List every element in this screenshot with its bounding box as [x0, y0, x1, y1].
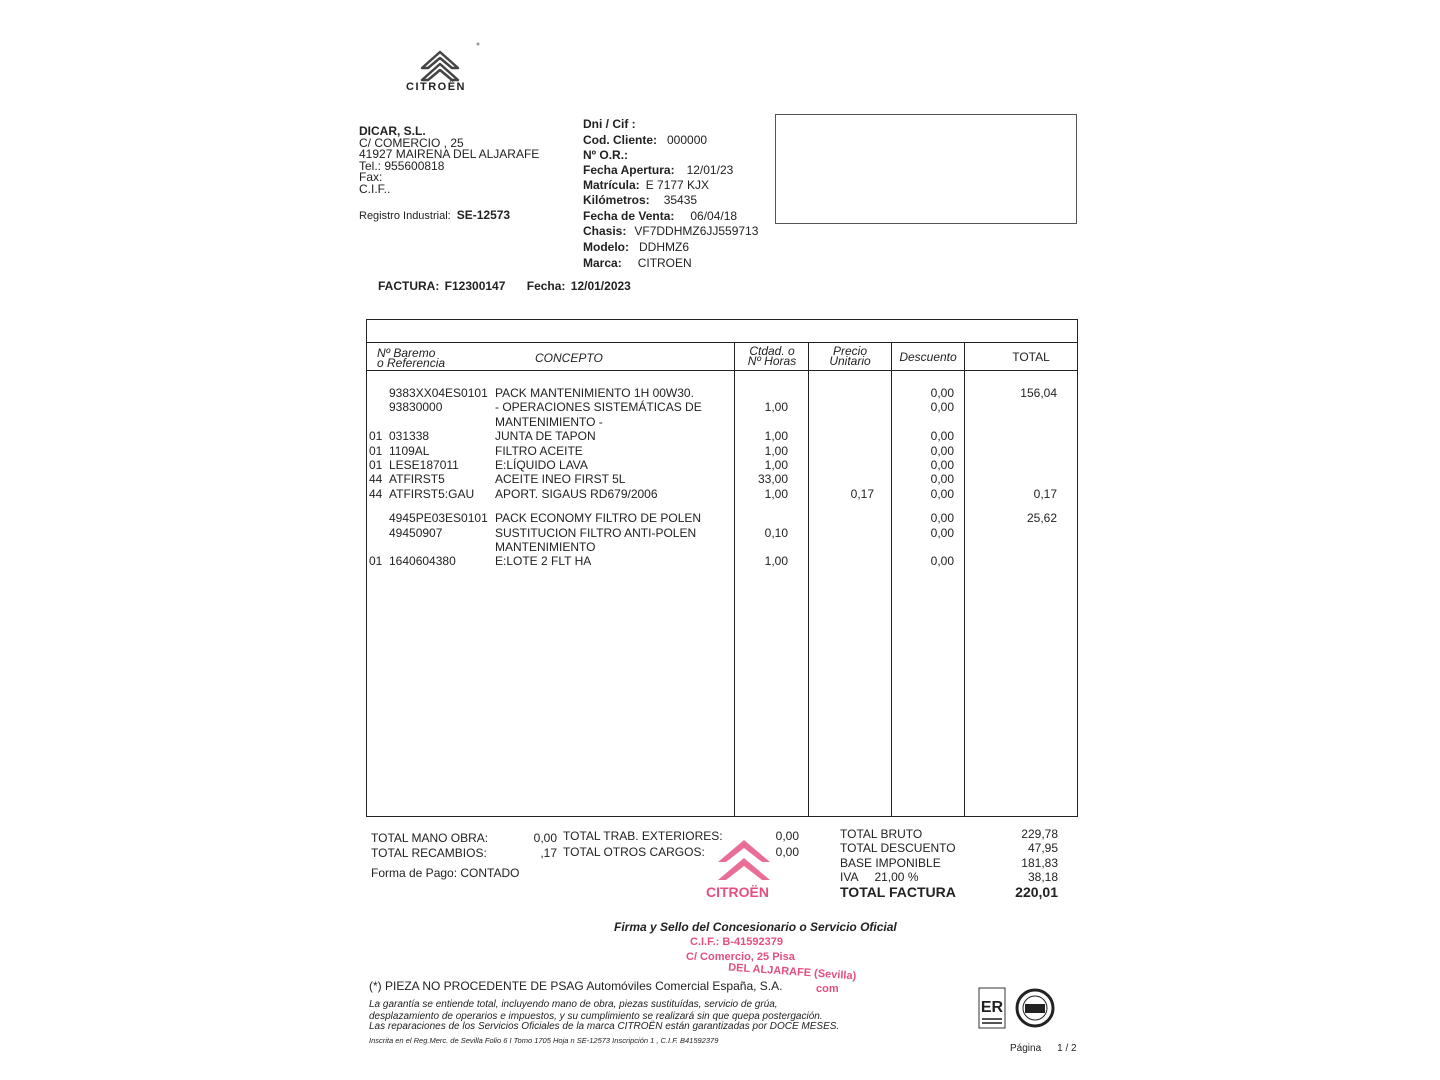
- company-city: 41927 MAIRENA DEL ALJARAFE: [359, 147, 540, 161]
- cell-ctdad: 1,00: [764, 487, 788, 501]
- iva-value: 38,18: [1027, 870, 1058, 884]
- cell-concepto: PACK MANTENIMIENTO 1H 00W30.: [495, 386, 694, 400]
- stamp-city: DEL ALJARAFE (Sevilla): [727, 961, 857, 983]
- header-descuento: Descuento: [899, 350, 957, 364]
- cell-pre: 01: [369, 429, 383, 443]
- cod-cliente-row: Cod. Cliente: 000000: [583, 133, 708, 147]
- cell-total: 0,17: [1033, 487, 1057, 501]
- cell-ctdad: 0,10: [764, 526, 788, 540]
- total-trab-ext: 0,00: [775, 829, 799, 843]
- garantia-line-2: desplazamiento de operarios e impuestos, y su cumplimiento se realizará sin que quepa postergación.: [369, 1011, 823, 1022]
- cell-pre: 01: [369, 444, 383, 458]
- forma-pago: Forma de Pago: CONTADO: [371, 866, 520, 880]
- total-descuento-label: TOTAL DESCUENTO: [840, 841, 956, 855]
- registro-industrial: [359, 208, 510, 222]
- company-cif: C.I.F..: [359, 181, 391, 196]
- cell-total: 25,62: [1026, 511, 1057, 525]
- company-street: C/ COMERCIO , 25: [359, 135, 464, 150]
- cell-concepto: - OPERACIONES SISTEMÁTICAS DE: [495, 400, 702, 414]
- cell-descuento: 0,00: [930, 400, 954, 414]
- header-referencia: Nº Baremo o Referencia: [377, 346, 446, 370]
- cell-descuento: 0,00: [930, 386, 954, 400]
- company-name: DICAR, S.L.: [359, 124, 426, 138]
- fecha-apertura-row: Fecha Apertura: 12/01/23: [583, 163, 734, 177]
- cell-concepto: FILTRO ACEITE: [495, 444, 583, 458]
- cell-concepto: MANTENIMIENTO -: [495, 415, 603, 429]
- marca-row: Marca: CITROEN: [583, 256, 692, 270]
- total-otros-cargos-label: TOTAL OTROS CARGOS:: [563, 845, 705, 859]
- total-mano-obra: 0,00: [533, 831, 557, 845]
- cell-ref: 9383XX04ES0101: [389, 386, 488, 400]
- cell-concepto: MANTENIMIENTO: [495, 540, 596, 554]
- registro-value: SE-12573: [456, 208, 511, 222]
- cell-total: 156,04: [1020, 386, 1057, 400]
- total-bruto-label: TOTAL BRUTO: [840, 827, 923, 841]
- cell-concepto: JUNTA DE TAPON: [495, 429, 596, 443]
- cell-pre: 01: [369, 458, 383, 472]
- cell-concepto: PACK ECONOMY FILTRO DE POLEN: [495, 511, 702, 525]
- stamp-web: com: [816, 983, 839, 995]
- cell-ctdad: 1,00: [764, 444, 788, 458]
- total-mano-obra-label: TOTAL MANO OBRA:: [371, 831, 489, 845]
- cell-descuento: 0,00: [930, 429, 954, 443]
- cell-pre: 44: [369, 472, 383, 486]
- cell-ref: ATFIRST5:GAU: [389, 487, 475, 501]
- total-descuento: 47,95: [1027, 841, 1058, 855]
- company-fax: Fax:: [359, 170, 383, 184]
- garantia-line-3: Las reparaciones de los Servicios Oficiales de la marca CITROËN están garantizadas por DOCE MESES.: [369, 1021, 840, 1032]
- header-total: TOTAL: [1012, 350, 1050, 364]
- cell-descuento: 0,00: [930, 444, 954, 458]
- cell-ref: 93830000: [389, 400, 443, 414]
- total-recambios-label: TOTAL RECAMBIOS:: [371, 846, 487, 860]
- total-factura-label: TOTAL FACTURA: [840, 884, 956, 900]
- cell-descuento: 0,00: [930, 554, 954, 568]
- iva-label: IVA 21,00 %: [840, 870, 919, 884]
- fecha-label: Fecha:: [526, 279, 566, 293]
- matricula-row: Matrícula: E 7177 KJX: [583, 178, 710, 192]
- cell-concepto: APORT. SIGAUS RD679/2006: [495, 487, 658, 501]
- header-concepto: CONCEPTO: [535, 351, 603, 365]
- base-imponible: 181,83: [1021, 856, 1058, 870]
- items-table: [366, 319, 1078, 817]
- svg-text:ER: ER: [980, 999, 1004, 1016]
- cell-ref: 1109AL: [389, 444, 430, 458]
- total-recambios: ,17: [540, 846, 557, 860]
- fecha-value: 12/01/2023: [570, 279, 631, 293]
- cell-ref: 1640604380: [389, 554, 456, 568]
- header-precio: Precio Unitario: [829, 344, 871, 368]
- total-trab-ext-label: TOTAL TRAB. EXTERIORES:: [563, 829, 723, 843]
- base-imponible-label: BASE IMPONIBLE: [840, 856, 941, 870]
- cell-descuento: 0,00: [930, 487, 954, 501]
- factura-number: F12300147: [444, 279, 506, 293]
- cell-precio: 0,17: [850, 487, 874, 501]
- cell-concepto: E:LOTE 2 FLT HA: [495, 554, 592, 568]
- fecha-venta-row: Fecha de Venta: 06/04/18: [583, 209, 738, 223]
- chasis-row: Chasis: VF7DDHMZ6JJ559713: [583, 224, 759, 238]
- cell-ref: LESE187011: [389, 458, 459, 472]
- garantia-line-1: La garantía se entiende total, incluyendo mano de obra, piezas sustituídas, servicio de grúa,: [369, 999, 778, 1010]
- kilometros-row: Kilómetros: 35435: [583, 193, 698, 207]
- company-tel: Tel.: 955600818: [359, 158, 445, 173]
- cell-ctdad: 1,00: [764, 458, 788, 472]
- cell-concepto: E:LÍQUIDO LAVA: [495, 458, 588, 472]
- certification-logos: [977, 982, 1055, 1040]
- cell-descuento: 0,00: [930, 511, 954, 525]
- total-otros-cargos: 0,00: [775, 845, 799, 859]
- cell-ctdad: 1,00: [764, 554, 788, 568]
- or-row: Nº O.R.:: [583, 148, 629, 162]
- stamp-cif: C.I.F.: B-41592379: [690, 936, 783, 948]
- brand-name: CITROËN: [406, 81, 466, 93]
- pieza-nota: (*) PIEZA NO PROCEDENTE DE PSAG Automóviles Comercial España, S.A.: [369, 979, 783, 993]
- cell-pre: 44: [369, 487, 383, 501]
- cell-ctdad: 1,00: [764, 429, 788, 443]
- cell-descuento: 0,00: [930, 526, 954, 540]
- company-block: [359, 126, 539, 195]
- cell-descuento: 0,00: [930, 472, 954, 486]
- stamp-brand: CITROËN: [706, 884, 769, 900]
- cell-ref: 4945PE03ES0101: [389, 511, 488, 525]
- total-bruto: 229,78: [1021, 827, 1058, 841]
- cell-pre: 01: [369, 554, 383, 568]
- cell-ref: ATFIRST5: [389, 472, 445, 486]
- cell-ctdad: 1,00: [764, 400, 788, 414]
- header-ctdad: Ctdad. o Nº Horas: [747, 344, 797, 368]
- cell-descuento: 0,00: [930, 458, 954, 472]
- modelo-row: Modelo: DDHMZ6: [583, 240, 689, 254]
- firma-sello: Firma y Sello del Concesionario o Servicio Oficial: [614, 920, 897, 934]
- registro-label: Registro Industrial:: [359, 210, 451, 222]
- invoice-header: [378, 279, 631, 293]
- total-factura: 220,01: [1015, 884, 1058, 900]
- stamp-street: C/ Comercio, 25 Pisa: [686, 951, 795, 963]
- cell-ref: 49450907: [389, 526, 443, 540]
- dni-row: Dni / Cif :: [583, 117, 636, 131]
- page-indicator: Página 1 / 2: [1010, 1043, 1077, 1054]
- cell-ctdad: 33,00: [757, 472, 788, 486]
- factura-label: FACTURA:: [378, 279, 440, 293]
- cell-concepto: ACEITE INEO FIRST 5L: [495, 472, 626, 486]
- cell-concepto: SUSTITUCION FILTRO ANTI-POLEN: [495, 526, 697, 540]
- address-box: [775, 114, 1077, 224]
- cell-ref: 031338: [389, 429, 430, 443]
- inscripcion-registro: Inscrita en el Reg.Merc. de Sevilla Folio 6 I Tomo 1705 Hoja n SE-12573 Inscripción 1 , C.I.F. B41592379: [369, 1036, 719, 1045]
